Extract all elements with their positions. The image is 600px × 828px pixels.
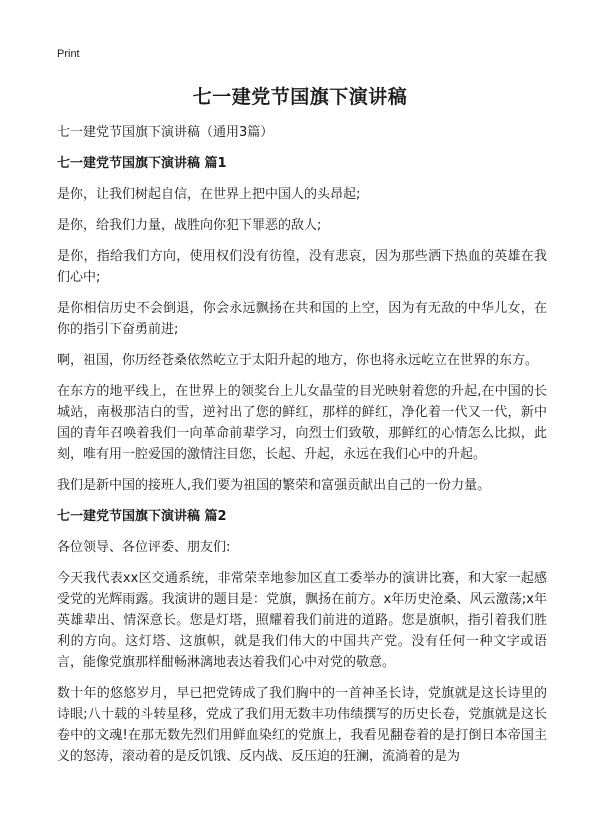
paragraph: 是你，让我们树起自信，在世界上把中国人的头昂起;	[57, 187, 361, 202]
section-heading-1: 七一建党节国旗下演讲稿 篇1	[57, 156, 227, 171]
paragraph: 数十年的悠悠岁月，早已把党铸成了我们胸中的一首神圣长诗，党旗就是这长诗里的诗眼;八十载的斗转星移，党成了我们用无数丰功伟绩撰写的历史长卷，党旗就是这长卷中的文魂!在那无数先烈们用鲜血染红的党旗上，我看见翻卷着的是打倒日本帝国主义的怒涛，滚动着的是反饥饿、反内战、反压迫的狂澜，流淌着的是为	[57, 686, 547, 764]
document-subtitle: 七一建党节国旗下演讲稿（通用3篇）	[57, 125, 274, 140]
section-heading-2: 七一建党节国旗下演讲稿 篇2	[57, 509, 227, 524]
document-body	[57, 122, 547, 777]
paragraph: 是你，给我们力量，战胜向你犯下罪恶的敌人;	[57, 218, 322, 233]
paragraph: 各位领导、各位评委、朋友们:	[57, 540, 231, 555]
print-link[interactable]: Print	[57, 48, 80, 60]
paragraph: 是你相信历史不会倒退，你会永远飘扬在共和国的上空，因为有无敌的中华儿女，在你的指引下奋勇前进;	[57, 301, 547, 337]
page-title: 七一建党节国旗下演讲稿	[192, 86, 408, 108]
paragraph: 是你，指给我们方向，使用权们没有彷徨，没有悲哀，因为那些洒下热血的英雄在我们心中;	[57, 249, 547, 285]
paragraph: 在东方的地平线上，在世界上的领奖台上儿女晶莹的目光映射着您的升起,在中国的长城站，南极那洁白的雪，逆衬出了您的鲜红，那样的鲜红，净化着一代又一代，新中国的青年召唤着我们一向革命前辈学习，向烈士们致敬，那鲜红的心情怎么比拟，此刻，唯有用一腔爱国的激情注目您，长起、升起，永远在我们心中的升起。	[57, 384, 547, 462]
paragraph: 今天我代表xx区交通系统，非常荣幸地参加区直工委举办的演讲比赛，和大家一起感受党的光辉雨露。我演讲的题目是：党旗，飘扬在前方。x年历史沧桑、风云激荡;x年英雄辈出、情深意长。您是灯塔，照耀着我们前进的道路。您是旗帜，指引着我们胜利的方向。这灯塔、这旗帜，就是我们伟大的中国共产党。没有任何一种文字或语言，能像党旗那样酣畅淋漓地表达着我们心中对党的敬意。	[57, 571, 547, 670]
paragraph: 我们是新中国的接班人,我们要为祖国的繁荣和富强贡献出自己的一份力量。	[57, 478, 491, 493]
paragraph: 啊，祖国，你历经苍桑依然屹立于太阳升起的地方，你也将永远屹立在世界的东方。	[57, 353, 539, 368]
